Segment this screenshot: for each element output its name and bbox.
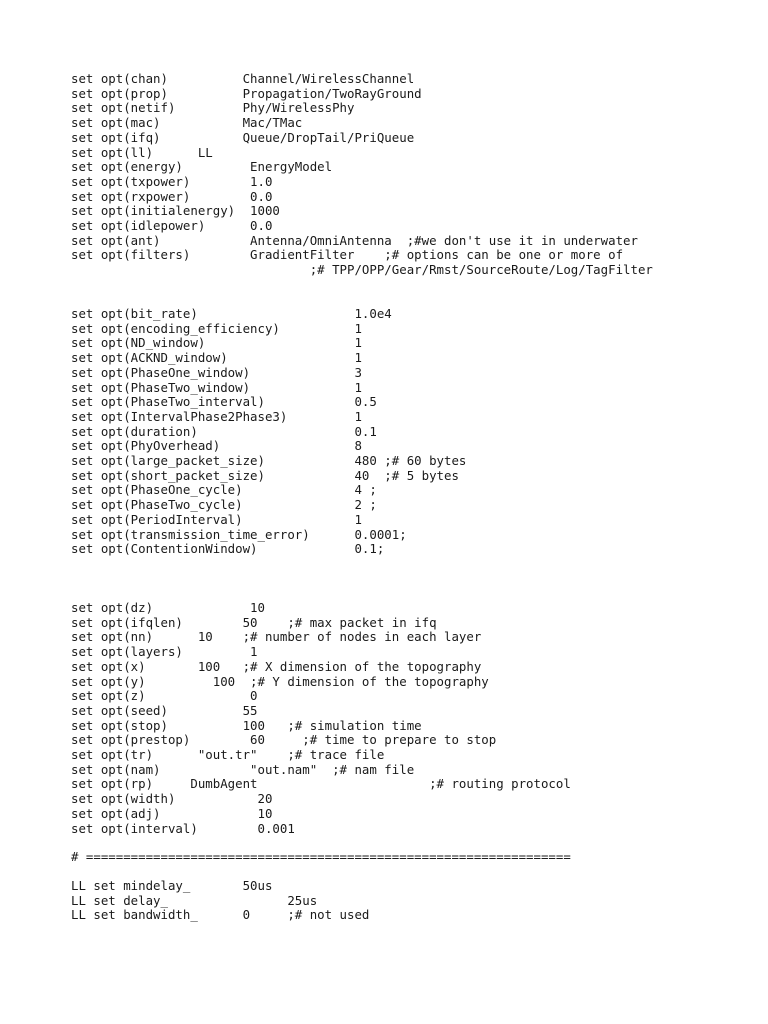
- code-line: set opt(large_packet_size) 480 ;# 60 bytes: [71, 453, 467, 468]
- code-line: set opt(z) 0: [71, 688, 258, 704]
- code-line: set opt(chan) Channel/WirelessChannel: [71, 71, 415, 86]
- code-line: set opt(x) 100 ;# X dimension of the topography: [71, 658, 482, 674]
- code-line: set opt(nam) "out.nam" ;# nam file: [71, 761, 415, 777]
- code-line: set opt(PhyOverhead) 8: [71, 438, 362, 454]
- code-line: set opt(short_packet_size) 40 ;# 5 bytes: [71, 467, 459, 483]
- code-line: ;# TPP/OPP/Gear/Rmst/SourceRoute/Log/TagFilter: [71, 262, 653, 278]
- code-line: set opt(dz) 10: [71, 600, 265, 615]
- code-line: set opt(energy) EnergyModel: [71, 159, 333, 175]
- code-line: set opt(filters) GradientFilter ;# options can be one or more of: [71, 247, 624, 263]
- code-line: set opt(mac) Mac/TMac: [71, 115, 303, 131]
- code-line: set opt(PhaseTwo_cycle) 2 ;: [71, 497, 377, 513]
- code-line: set opt(y) 100 ;# Y dimension of the topography: [71, 673, 489, 689]
- code-line: set opt(rp) DumbAgent ;# routing protocol: [71, 776, 571, 792]
- code-line: set opt(PhaseOne_cycle) 4 ;: [71, 482, 377, 498]
- code-line: set opt(interval) 0.001: [71, 820, 295, 836]
- code-line: set opt(layers) 1: [71, 644, 258, 660]
- code-line: set opt(rxpower) 0.0: [71, 188, 273, 204]
- code-line: set opt(encoding_efficiency) 1: [71, 320, 362, 336]
- code-line: set opt(duration) 0.1: [71, 423, 377, 439]
- code-line: set opt(adj) 10: [71, 805, 273, 821]
- code-line: set opt(prestop) 60 ;# time to prepare to stop: [71, 732, 497, 748]
- code-line: LL set delay_ 25us: [71, 892, 318, 908]
- code-line: set opt(ND_window) 1: [71, 335, 362, 351]
- code-line: # =================================================================: [71, 849, 571, 864]
- code-line: set opt(PeriodInterval) 1: [71, 511, 362, 527]
- code-line: set opt(PhaseTwo_interval) 0.5: [71, 394, 377, 410]
- code-line: set opt(ContentionWindow) 0.1;: [71, 541, 385, 557]
- code-line: set opt(ACKND_window) 1: [71, 350, 362, 366]
- code-line: set opt(prop) Propagation/TwoRayGround: [71, 85, 422, 101]
- code-line: LL set mindelay_ 50us: [71, 878, 273, 893]
- code-line: set opt(PhaseOne_window) 3: [71, 364, 362, 380]
- code-line: set opt(netif) Phy/WirelessPhy: [71, 100, 355, 116]
- code-line: set opt(tr) "out.tr" ;# trace file: [71, 747, 385, 762]
- code-line: set opt(seed) 55: [71, 702, 258, 718]
- code-line: set opt(stop) 100 ;# simulation time: [71, 717, 422, 733]
- code-line: set opt(transmission_time_error) 0.0001;: [71, 526, 407, 542]
- code-line: set opt(idlepower) 0.0: [71, 218, 273, 233]
- code-line: LL set bandwidth_ 0 ;# not used: [71, 907, 370, 923]
- code-line: set opt(ifq) Queue/DropTail/PriQueue: [71, 129, 415, 145]
- code-line: set opt(PhaseTwo_window) 1: [71, 379, 362, 395]
- code-line: set opt(nn) 10 ;# number of nodes in each layer: [71, 629, 482, 645]
- code-line: set opt(ant) Antenna/OmniAntenna ;#we don't use it in underwater: [71, 232, 638, 248]
- code-line: set opt(width) 20: [71, 791, 273, 807]
- code-line: set opt(initialenergy) 1000: [71, 203, 280, 219]
- code-line: set opt(ll) LL: [71, 144, 213, 160]
- code-line: set opt(IntervalPhase2Phase3) 1: [71, 408, 362, 424]
- code-line: set opt(txpower) 1.0: [71, 173, 273, 189]
- code-line: set opt(ifqlen) 50 ;# max packet in ifq: [71, 614, 437, 630]
- code-line: set opt(bit_rate) 1.0e4: [71, 306, 392, 321]
